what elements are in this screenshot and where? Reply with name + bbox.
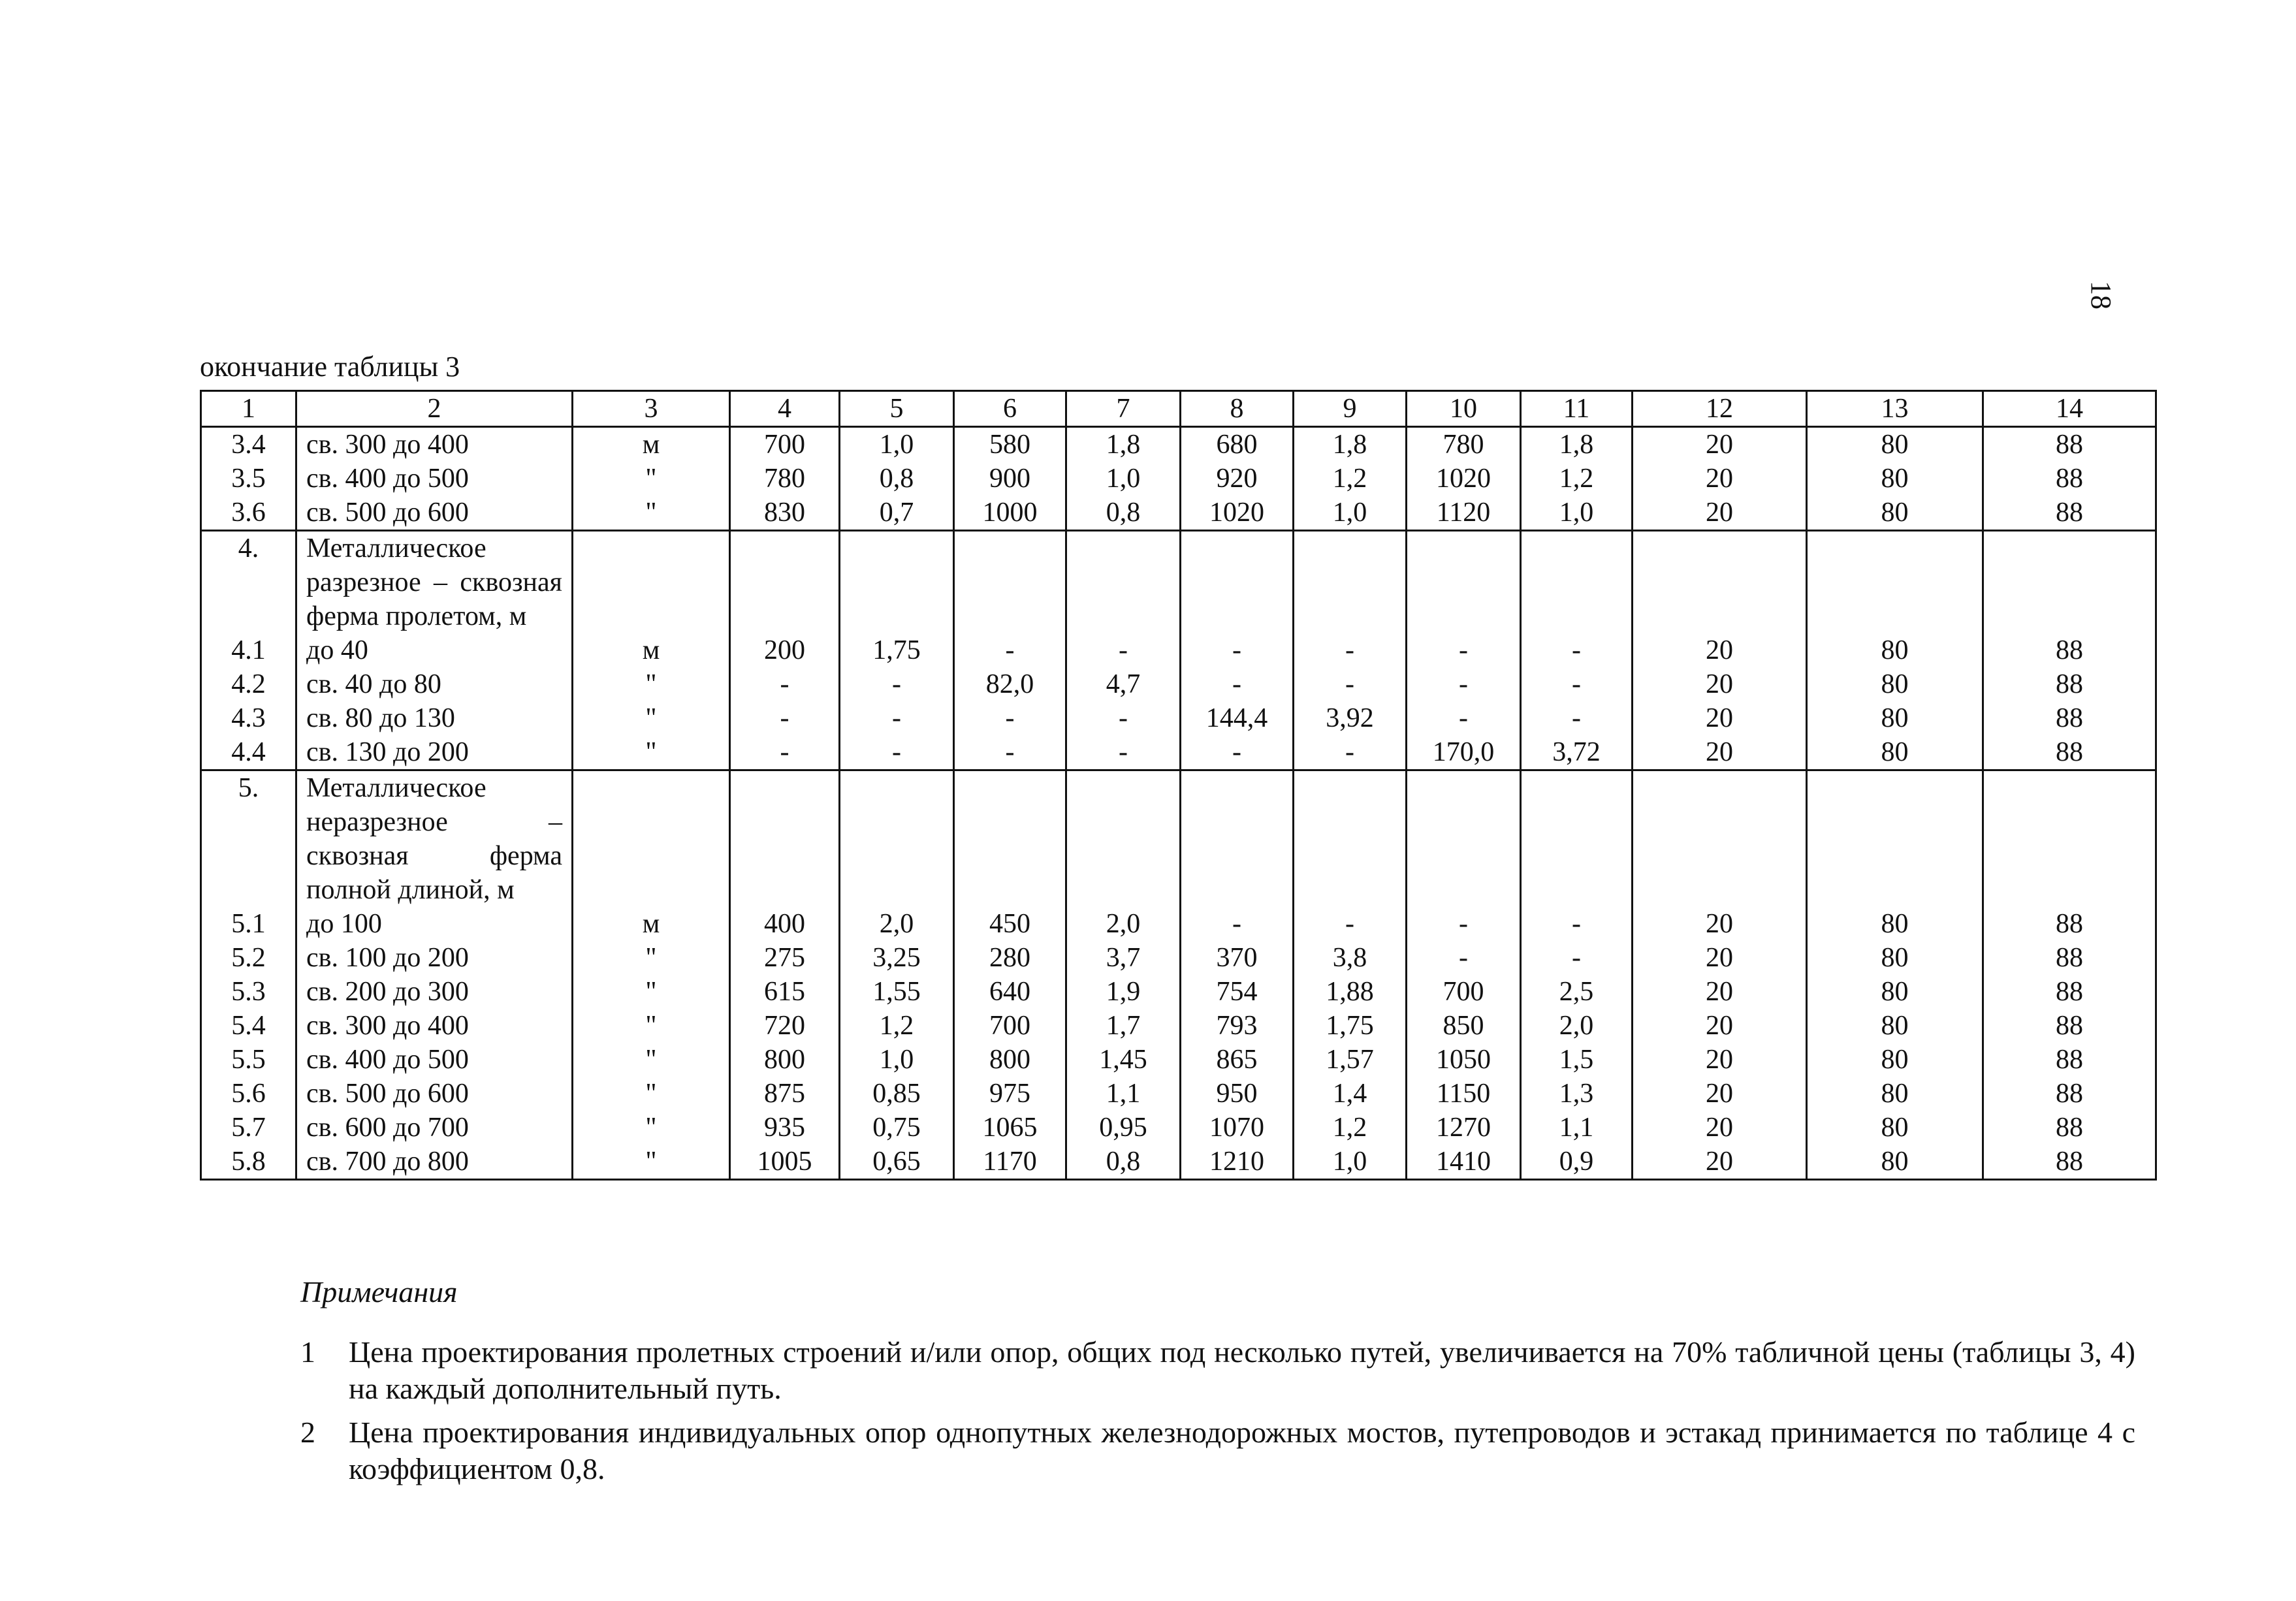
table-cell: 780 xyxy=(1407,427,1521,462)
table-cell: 1,88 xyxy=(1294,975,1407,1009)
table-cell: - xyxy=(1294,907,1407,941)
table-cell: 20 xyxy=(1633,427,1807,462)
table-cell: 800 xyxy=(730,1043,840,1077)
empty-cell xyxy=(954,531,1066,634)
note-text: Цена проектирования индивидуальных опор однопутных железнодорожных мостов, путепроводов и эстакад принимается по таблице 4 с коэффициентом 0,8. xyxy=(349,1416,2135,1485)
table-cell: св. 100 до 200 xyxy=(296,941,573,975)
table-cell: 1,2 xyxy=(1294,1111,1407,1145)
table-cell: - xyxy=(1294,667,1407,701)
table-cell: 1,5 xyxy=(1521,1043,1633,1077)
empty-cell xyxy=(1807,531,1983,634)
table-cell: 935 xyxy=(730,1111,840,1145)
table-cell: - xyxy=(954,633,1066,667)
table-cell: 680 xyxy=(1181,427,1294,462)
table-cell: м xyxy=(573,907,730,941)
table-cell: 82,0 xyxy=(954,667,1066,701)
table-cell: 1,7 xyxy=(1066,1009,1181,1043)
table-cell: - xyxy=(1181,633,1294,667)
table-row xyxy=(201,462,2156,496)
table-cell: 88 xyxy=(1983,1111,2156,1145)
table-cell: 2,0 xyxy=(1066,907,1181,941)
empty-cell xyxy=(840,770,954,908)
table-cell: 0,85 xyxy=(840,1077,954,1111)
table-cell: 20 xyxy=(1633,1145,1807,1180)
column-header: 6 xyxy=(954,391,1066,427)
table-cell: 1,55 xyxy=(840,975,954,1009)
table-cell: св. 40 до 80 xyxy=(296,667,573,701)
table-cell: 1,2 xyxy=(840,1009,954,1043)
column-header: 10 xyxy=(1407,391,1521,427)
table-cell: св. 200 до 300 xyxy=(296,975,573,1009)
empty-cell xyxy=(1294,770,1407,908)
table-cell: 200 xyxy=(730,633,840,667)
table-cell: 80 xyxy=(1807,462,1983,496)
empty-cell xyxy=(730,531,840,634)
table-cell: - xyxy=(840,667,954,701)
table-cell: 4.3 xyxy=(201,701,296,735)
table-cell: 950 xyxy=(1181,1077,1294,1111)
table-row xyxy=(201,633,2156,667)
empty-cell xyxy=(573,531,730,634)
empty-cell xyxy=(573,770,730,908)
table-cell: 1065 xyxy=(954,1111,1066,1145)
table-cell: 20 xyxy=(1633,1111,1807,1145)
table-cell: " xyxy=(573,1043,730,1077)
table-cell: 5.5 xyxy=(201,1043,296,1077)
table-cell: - xyxy=(1407,633,1521,667)
empty-cell xyxy=(1181,770,1294,908)
group-number: 4. xyxy=(201,531,296,634)
table-cell: - xyxy=(1066,701,1181,735)
table-cell: 1,0 xyxy=(840,1043,954,1077)
table-cell: до 100 xyxy=(296,907,573,941)
table-cell: 88 xyxy=(1983,1077,2156,1111)
table-cell: 88 xyxy=(1983,496,2156,531)
table-row xyxy=(201,975,2156,1009)
table-cell: 20 xyxy=(1633,496,1807,531)
table-cell: св. 300 до 400 xyxy=(296,1009,573,1043)
table-cell: 0,7 xyxy=(840,496,954,531)
table-cell: 88 xyxy=(1983,907,2156,941)
table-cell: 88 xyxy=(1983,701,2156,735)
price-table xyxy=(200,390,2157,1181)
table-row xyxy=(201,701,2156,735)
empty-cell xyxy=(730,770,840,908)
table-cell: - xyxy=(1521,701,1633,735)
table-cell: 900 xyxy=(954,462,1066,496)
group-number: 5. xyxy=(201,770,296,908)
table-cell: 754 xyxy=(1181,975,1294,1009)
table-cell: 5.1 xyxy=(201,907,296,941)
empty-cell xyxy=(1633,770,1807,908)
table-cell: св. 600 до 700 xyxy=(296,1111,573,1145)
table-cell: 800 xyxy=(954,1043,1066,1077)
empty-cell xyxy=(1807,770,1983,908)
table-cell: св. 300 до 400 xyxy=(296,427,573,462)
column-header: 12 xyxy=(1633,391,1807,427)
table-cell: 0,95 xyxy=(1066,1111,1181,1145)
column-header: 5 xyxy=(840,391,954,427)
table-cell: 1005 xyxy=(730,1145,840,1180)
table-cell: 5.3 xyxy=(201,975,296,1009)
table-cell: " xyxy=(573,1111,730,1145)
table-cell: 88 xyxy=(1983,427,2156,462)
empty-cell xyxy=(1407,770,1521,908)
table-row xyxy=(201,1009,2156,1043)
table-cell: 80 xyxy=(1807,633,1983,667)
table-cell: - xyxy=(1294,633,1407,667)
table-cell: 975 xyxy=(954,1077,1066,1111)
table-cell: 1,3 xyxy=(1521,1077,1633,1111)
table-cell: - xyxy=(1066,735,1181,770)
table-cell: 0,75 xyxy=(840,1111,954,1145)
table-cell: - xyxy=(1521,907,1633,941)
table-row xyxy=(201,941,2156,975)
table-cell: 3,72 xyxy=(1521,735,1633,770)
table-cell: 450 xyxy=(954,907,1066,941)
column-header: 13 xyxy=(1807,391,1983,427)
table-cell: 80 xyxy=(1807,496,1983,531)
column-header: 9 xyxy=(1294,391,1407,427)
table-cell: 1,8 xyxy=(1066,427,1181,462)
note-number: 1 xyxy=(300,1335,315,1369)
table-cell: 80 xyxy=(1807,1009,1983,1043)
table-cell: 20 xyxy=(1633,667,1807,701)
table-cell: - xyxy=(840,701,954,735)
table-cell: - xyxy=(1521,633,1633,667)
table-cell: - xyxy=(1521,667,1633,701)
table-cell: 20 xyxy=(1633,975,1807,1009)
table-row xyxy=(201,1145,2156,1180)
table-cell: 2,5 xyxy=(1521,975,1633,1009)
column-header: 4 xyxy=(730,391,840,427)
table-cell: 80 xyxy=(1807,1077,1983,1111)
empty-cell xyxy=(1983,770,2156,908)
table-body xyxy=(201,391,2156,1180)
table-row xyxy=(201,1043,2156,1077)
table-cell: 640 xyxy=(954,975,1066,1009)
table-cell: 700 xyxy=(730,427,840,462)
table-cell: 3.6 xyxy=(201,496,296,531)
table-cell: 144,4 xyxy=(1181,701,1294,735)
table-cell: 80 xyxy=(1807,1111,1983,1145)
table-cell: 1,4 xyxy=(1294,1077,1407,1111)
table-cell: - xyxy=(1407,907,1521,941)
table-cell: 370 xyxy=(1181,941,1294,975)
table-cell: 1050 xyxy=(1407,1043,1521,1077)
table-cell: м xyxy=(573,633,730,667)
table-cell: 80 xyxy=(1807,701,1983,735)
table-cell: 1120 xyxy=(1407,496,1521,531)
table-cell: 1270 xyxy=(1407,1111,1521,1145)
table-cell: - xyxy=(1407,701,1521,735)
table-cell: 3.4 xyxy=(201,427,296,462)
table-cell: 780 xyxy=(730,462,840,496)
table-cell: 1070 xyxy=(1181,1111,1294,1145)
table-cell: 580 xyxy=(954,427,1066,462)
column-header: 8 xyxy=(1181,391,1294,427)
table-cell: 400 xyxy=(730,907,840,941)
table-cell: 0,9 xyxy=(1521,1145,1633,1180)
table-cell: 3,25 xyxy=(840,941,954,975)
note-number: 2 xyxy=(300,1416,315,1449)
group-name: Металлическое разрезное – сквозная ферма пролетом, м xyxy=(296,531,573,634)
empty-cell xyxy=(1066,770,1181,908)
table-cell: 1,45 xyxy=(1066,1043,1181,1077)
empty-cell xyxy=(1633,531,1807,634)
table-cell: 20 xyxy=(1633,633,1807,667)
table-cell: 80 xyxy=(1807,941,1983,975)
table-cell: - xyxy=(1407,667,1521,701)
table-cell: 1020 xyxy=(1181,496,1294,531)
empty-cell xyxy=(954,770,1066,908)
table-cell: 1,0 xyxy=(840,427,954,462)
table-cell: 4,7 xyxy=(1066,667,1181,701)
table-cell: 0,8 xyxy=(1066,1145,1181,1180)
table-cell: 4.2 xyxy=(201,667,296,701)
table-cell: - xyxy=(1521,941,1633,975)
table-row xyxy=(201,735,2156,770)
table-cell: св. 400 до 500 xyxy=(296,1043,573,1077)
table-cell: - xyxy=(1181,735,1294,770)
table-cell: " xyxy=(573,1077,730,1111)
column-header: 14 xyxy=(1983,391,2156,427)
table-cell: 793 xyxy=(1181,1009,1294,1043)
table-cell: 1410 xyxy=(1407,1145,1521,1180)
table-cell: 0,65 xyxy=(840,1145,954,1180)
table-cell: 1,75 xyxy=(1294,1009,1407,1043)
table-cell: " xyxy=(573,701,730,735)
page-number: 18 xyxy=(2085,281,2117,309)
empty-cell xyxy=(1407,531,1521,634)
table-cell: 1,1 xyxy=(1066,1077,1181,1111)
table-cell: 2,0 xyxy=(840,907,954,941)
table-row xyxy=(201,1077,2156,1111)
table-cell: " xyxy=(573,667,730,701)
table-cell: 5.2 xyxy=(201,941,296,975)
note-item xyxy=(300,1414,2135,1487)
table-cell: - xyxy=(1181,907,1294,941)
notes-title: Примечания xyxy=(300,1275,458,1308)
table-cell: 80 xyxy=(1807,667,1983,701)
table-cell: - xyxy=(954,735,1066,770)
table-cell: 1,57 xyxy=(1294,1043,1407,1077)
table-cell: 3.5 xyxy=(201,462,296,496)
table-cell: св. 700 до 800 xyxy=(296,1145,573,1180)
table-cell: 88 xyxy=(1983,1009,2156,1043)
table-cell: 80 xyxy=(1807,1145,1983,1180)
table-cell: 88 xyxy=(1983,975,2156,1009)
table-cell: 80 xyxy=(1807,907,1983,941)
table-cell: 88 xyxy=(1983,941,2156,975)
table-cell: 1,2 xyxy=(1294,462,1407,496)
table-cell: 1,0 xyxy=(1294,1145,1407,1180)
empty-cell xyxy=(1066,531,1181,634)
table-cell: 20 xyxy=(1633,907,1807,941)
table-cell: 20 xyxy=(1633,701,1807,735)
table-cell: 1,0 xyxy=(1066,462,1181,496)
table-cell: 170,0 xyxy=(1407,735,1521,770)
table-cell: 1,0 xyxy=(1521,496,1633,531)
note-item xyxy=(300,1334,2135,1407)
table-cell: 1170 xyxy=(954,1145,1066,1180)
table-cell: - xyxy=(1066,633,1181,667)
empty-cell xyxy=(1521,531,1633,634)
empty-cell xyxy=(1294,531,1407,634)
table-cell: 1,0 xyxy=(1294,496,1407,531)
table-cell: 1,2 xyxy=(1521,462,1633,496)
table-cell: 5.4 xyxy=(201,1009,296,1043)
table-cell: 1020 xyxy=(1407,462,1521,496)
table-cell: " xyxy=(573,496,730,531)
table-cell: 80 xyxy=(1807,975,1983,1009)
table-cell: 615 xyxy=(730,975,840,1009)
table-cell: 280 xyxy=(954,941,1066,975)
table-cell: - xyxy=(954,701,1066,735)
table-cell: 1000 xyxy=(954,496,1066,531)
table-cell: - xyxy=(730,735,840,770)
table-cell: 2,0 xyxy=(1521,1009,1633,1043)
table-cell: 720 xyxy=(730,1009,840,1043)
table-cell: - xyxy=(1181,667,1294,701)
column-header: 7 xyxy=(1066,391,1181,427)
table-cell: м xyxy=(573,427,730,462)
table-cell: св. 130 до 200 xyxy=(296,735,573,770)
table-cell: 1150 xyxy=(1407,1077,1521,1111)
column-header: 11 xyxy=(1521,391,1633,427)
table-cell: 88 xyxy=(1983,1043,2156,1077)
empty-cell xyxy=(1983,531,2156,634)
table-cell: 88 xyxy=(1983,633,2156,667)
table-cell: 88 xyxy=(1983,667,2156,701)
table-cell: 1,75 xyxy=(840,633,954,667)
empty-cell xyxy=(1181,531,1294,634)
table-cell: 865 xyxy=(1181,1043,1294,1077)
table-row xyxy=(201,1111,2156,1145)
table-cell: 20 xyxy=(1633,735,1807,770)
table-cell: 88 xyxy=(1983,462,2156,496)
table-cell: 875 xyxy=(730,1077,840,1111)
table-cell: 1,9 xyxy=(1066,975,1181,1009)
table-cell: 1210 xyxy=(1181,1145,1294,1180)
table-cell: 5.6 xyxy=(201,1077,296,1111)
column-header: 2 xyxy=(296,391,573,427)
table-cell: 3,8 xyxy=(1294,941,1407,975)
table-caption: окончание таблицы 3 xyxy=(200,351,460,383)
table-cell: 5.8 xyxy=(201,1145,296,1180)
table-cell: - xyxy=(1407,941,1521,975)
note-text: Цена проектирования пролетных строений и/или опор, общих под несколько путей, увеличивается на 70% табличной цены (таблицы 3, 4) на каждый дополнительный путь. xyxy=(349,1335,2135,1405)
table-cell: 850 xyxy=(1407,1009,1521,1043)
table-row xyxy=(201,496,2156,531)
table-cell: 88 xyxy=(1983,1145,2156,1180)
table-cell: 20 xyxy=(1633,1043,1807,1077)
table-cell: 80 xyxy=(1807,1043,1983,1077)
table-cell: 20 xyxy=(1633,941,1807,975)
table-cell: 80 xyxy=(1807,735,1983,770)
table-header-row xyxy=(201,391,2156,427)
column-header: 3 xyxy=(573,391,730,427)
table-cell: " xyxy=(573,462,730,496)
group-header-row xyxy=(201,770,2156,908)
table-cell: " xyxy=(573,1145,730,1180)
table-cell: 1,1 xyxy=(1521,1111,1633,1145)
table-cell: " xyxy=(573,735,730,770)
table-cell: св. 500 до 600 xyxy=(296,1077,573,1111)
table-cell: 1,8 xyxy=(1294,427,1407,462)
empty-cell xyxy=(1521,770,1633,908)
table-cell: 0,8 xyxy=(1066,496,1181,531)
table-cell: 3,7 xyxy=(1066,941,1181,975)
table-cell: 20 xyxy=(1633,462,1807,496)
table-row xyxy=(201,427,2156,462)
table-cell: 700 xyxy=(954,1009,1066,1043)
table-cell: 20 xyxy=(1633,1077,1807,1111)
table-cell: 830 xyxy=(730,496,840,531)
table-cell: - xyxy=(1294,735,1407,770)
table-row xyxy=(201,667,2156,701)
table-cell: - xyxy=(730,667,840,701)
table-cell: 20 xyxy=(1633,1009,1807,1043)
group-name: Металлическое неразрезное – сквозная ферма полной длиной, м xyxy=(296,770,573,908)
table-cell: 4.1 xyxy=(201,633,296,667)
table-cell: 275 xyxy=(730,941,840,975)
table-cell: 4.4 xyxy=(201,735,296,770)
table-cell: " xyxy=(573,975,730,1009)
table-cell: " xyxy=(573,941,730,975)
table-cell: 920 xyxy=(1181,462,1294,496)
group-header-row xyxy=(201,531,2156,634)
table-cell: - xyxy=(730,701,840,735)
column-header: 1 xyxy=(201,391,296,427)
table-cell: 1,8 xyxy=(1521,427,1633,462)
empty-cell xyxy=(840,531,954,634)
table-row xyxy=(201,907,2156,941)
table-cell: 700 xyxy=(1407,975,1521,1009)
table-cell: 88 xyxy=(1983,735,2156,770)
table-cell: св. 500 до 600 xyxy=(296,496,573,531)
table-cell: " xyxy=(573,1009,730,1043)
table-cell: до 40 xyxy=(296,633,573,667)
table-cell: 80 xyxy=(1807,427,1983,462)
table-cell: 3,92 xyxy=(1294,701,1407,735)
table-cell: 0,8 xyxy=(840,462,954,496)
table-cell: 5.7 xyxy=(201,1111,296,1145)
table-cell: - xyxy=(840,735,954,770)
table-cell: св. 80 до 130 xyxy=(296,701,573,735)
table-cell: св. 400 до 500 xyxy=(296,462,573,496)
